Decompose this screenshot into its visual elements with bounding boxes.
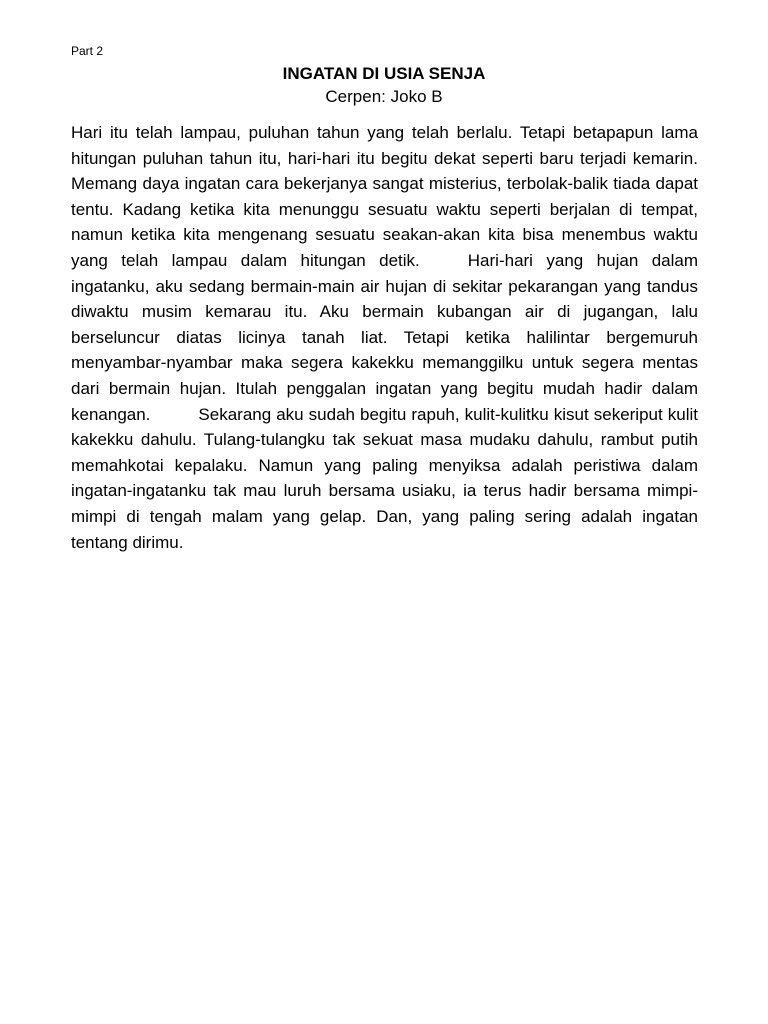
story-paragraph	[71, 120, 698, 555]
part-label: Part 2	[71, 44, 104, 58]
paragraph-segment: Hari-hari yang hujan dalam ingatanku, aku sedang bermain-main air hujan di sekitar pekarangan yang tandus diwaktu musim kemarau itu. Aku bermain kubangan air di jugangan, lalu berseluncur diatas licinya tanah liat. Tetapi ketika halilintar bergemuruh menyambar-nyambar maka segera kakekku memanggilku untuk segera mentas dari bermain hujan. Itulah penggalan ingatan yang begitu mudah hadir dalam kenangan.	[71, 250, 698, 424]
paragraph-segment: Sekarang aku sudah begitu rapuh, kulit-kulitku kisut sekeriput kulit kakekku dahulu. Tulang-tulangku tak sekuat masa mudaku dahulu, rambut putih memahkotai kepalaku. Namun yang paling menyiksa adalah peristiwa dalam ingatan-ingatanku tak mau luruh bersama usiaku, ia terus hadir bersama mimpi-mimpi di tengah malam yang gelap. Dan, yang paling sering adalah ingatan tentang dirimu.	[71, 404, 698, 552]
paragraph-segment: Hari itu telah lampau, puluhan tahun yang telah berlalu. Tetapi betapapun lama hitungan puluhan tahun itu, hari-hari itu begitu dekat seperti baru terjadi kemarin. Memang daya ingatan cara bekerjanya sangat misterius, terbolak-balik tiada dapat tentu. Kadang ketika kita menunggu sesuatu waktu seperti berjalan di tempat, namun ketika kita mengenang sesuatu seakan-akan kita bisa menembus waktu yang telah lampau dalam hitungan detik.	[71, 123, 698, 270]
story-subtitle: Cerpen: Joko B	[325, 87, 443, 106]
story-title: INGATAN DI USIA SENJA	[282, 64, 486, 83]
